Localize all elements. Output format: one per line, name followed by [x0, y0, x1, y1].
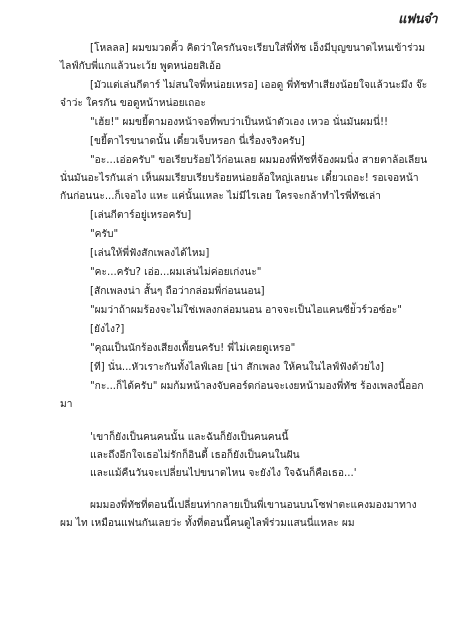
paragraph: [ขยี้ตาไรขนาดนั้น เดี๋ยวเจ็บหรอก นี่เรื่องจริงครับ]: [90, 136, 305, 147]
paragraph: "ผมว่าถ้าผมร้องจะไม่ใช่เพลงกล่อมนอน อาจจะเป็นไอแคนซีย่ัวร์วอซ์อะ": [90, 305, 402, 316]
paragraph: [ที] นั่น...หัวเราะกันทั้งไลฟ์เลย [น่า สักเพลง ให้คนในไลฟ์ฟังด้วยไง]: [90, 362, 384, 373]
song-lyrics: [60, 429, 428, 483]
paragraph: "ครับ": [90, 229, 119, 240]
paragraph: "อะ...เอ่อครับ" ขอเรียบร้อยไว้ก่อนเลย ผมมองพี่ทัชที่จ้องผมนิ่ง สายตาล้อเลียนนั่นมันอะไรกันเล่า เห็นผมเรียบเรียบร้อยหน่อยล้อใหญ่เลยนะ เดี๋ยวเถอะ! รอเจอหน้ากันก่อนนะ...ก็เจอไง แหะ แค่นั้นแหละ ไม่มีไรเลย ใครจะกล้าทำไรพี่ทัชเล่า: [60, 155, 428, 202]
paragraph: [ยังไง?]: [90, 324, 125, 335]
paragraph: "คุณเป็นนักร้องเสียงเพื้ยนครับ! พี่ไม่เคยดูเหรอ": [90, 343, 296, 354]
paragraph: [สักเพลงน่า สั้นๆ ถือว่ากล่อมพี่ก่อนนอน]: [90, 286, 265, 297]
document-body: [60, 40, 428, 534]
paragraph: [มัวแต่เล่นกีตาร์ ไม่สนใจพี่หน่อยเหรอ] เออดู พี่ทัชทำเสียงน้อยใจแล้วนะมึง จ๊ะจ๋าว่ะ ใครกัน ขอดูหน้าหน่อยเถอะ: [60, 80, 428, 109]
paragraph: [เล่นให้พี่ฟังสักเพลงได้ไหม]: [90, 248, 210, 259]
paragraph: "เฮ้ย!" ผมขยี้ตามองหน้าจอที่พบว่าเป็นหน้าตัวเอง เหวอ นั่นมันผมนี่!!: [90, 117, 389, 128]
spacer: [60, 415, 428, 429]
spacer: [60, 483, 428, 497]
lyric-line: และถึงอีกใจเธอไม่รักก็อินดี้ เธอก็ยังเป็นคนในฝัน: [90, 450, 300, 461]
brand-logo: แฟนจ๋า: [398, 12, 437, 27]
lyric-line: และแม้คืนวันจะเปลี่ยนไปขนาดไหน จะยังไง ใจฉันก็คือเธอ...': [90, 468, 357, 479]
paragraph: "กะ...ก็ได้ครับ" ผมก้มหน้าลงจับคอร์ดก่อนจะเงยหน้ามองพี่ทัช ร้องเพลงนี้ออกมา: [60, 381, 424, 410]
paragraph: ผมมองพี่ทัชที่ตอนนี้เปลี่ยนท่ากลายเป็นพี่เขานอนบนโซฟาตะแคงมองมาทางผม ไท เหมือนแฟนกันเลยว่ะ ทั้งที่ตอนนี้คนดูไลฟ์ร่วมแสนนี่แหละ ผม: [60, 500, 417, 529]
paragraph: [เล่นกีตาร์อยู่เหรอครับ]: [90, 210, 192, 221]
lyric-line: 'เขาก็ยังเป็นคนคนนั้น และฉันก็ยังเป็นคนคนนี้: [90, 432, 289, 443]
paragraph: [โหลลล] ผมขมวดคิ้ว คิดว่าใครกันจะเรียบใส่พี่ทัช เอ็งมีบุญขนาดไหนเข้าร่วมไลฟ์กับพี่แกแล้วนะเว้ย พูดหน่อยสิเอ้อ: [60, 43, 426, 72]
paragraph: "คะ...ครับ? เอ่อ...ผมเล่นไม่ค่อยเก่งนะ": [90, 267, 262, 278]
